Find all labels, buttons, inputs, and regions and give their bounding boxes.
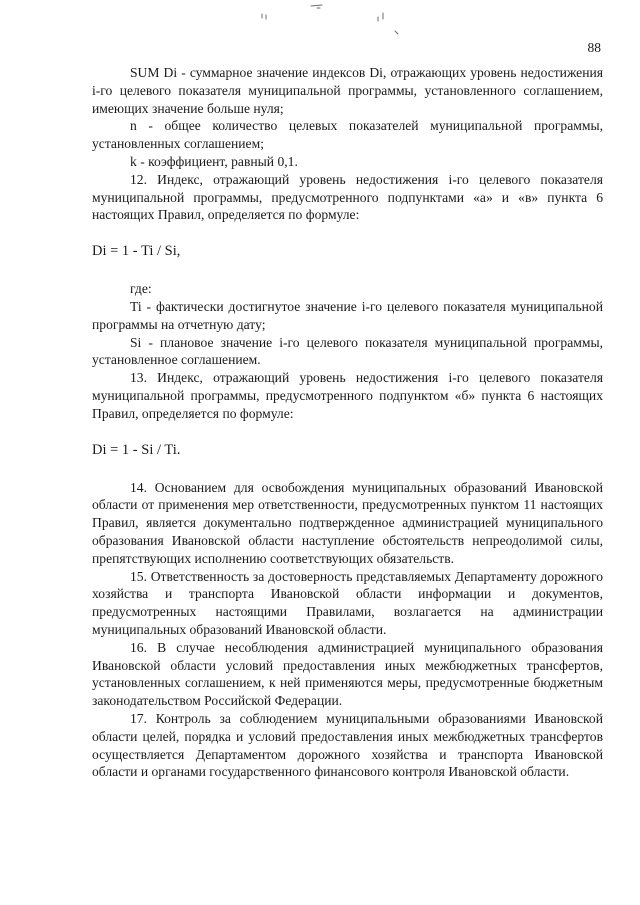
paragraph-item-14: 14. Основанием для освобождения муниципальных образований Ивановской области от применения мер ответственности, предусмотренных пунктом 11 настоящих Правил, является документально подтвержденное администрацией муниципального образования Ивановской области наступление обстоятельств непреодолимой силы, препятствующих исполнению соответствующих обязательств. — [92, 479, 603, 566]
formula-2: Di = 1 - Si / Ti. — [92, 441, 181, 458]
paragraph-where: где: — [130, 281, 152, 297]
paragraph-n-definition: n - общее количество целевых показателей муниципальной программы, установленных соглашением; — [92, 118, 603, 152]
paragraph-sum-definition: SUM Di - суммарное значение индексов Di, отражающих уровень недостижения i-го целевого показателя муниципальной программы, установленного соглашением, имеющих значение больше нуля; — [92, 65, 603, 116]
paragraph-item-15: 15. Ответственность за достоверность представляемых Департаменту дорожного хозяйства и транспорта Ивановской области информации и документов, предусмотренных настоящими Правилами, возлагается на администрации муниципальных образований Ивановской области. — [92, 568, 603, 637]
formula-1: Di = 1 - Ti / Si, — [92, 243, 181, 260]
paragraph-item-17: 17. Контроль за соблюдением муниципальными образованиями Ивановской области целей, порядка и условий предоставления иных межбюджетных трансфертов осуществляется Департаментом дорожного хозяйства и транспорта Ивановской области и органами государственного финансового контроля Ивановской области. — [92, 710, 603, 780]
paragraph-item-12: 12. Индекс, отражающий уровень недостижения i-го целевого показателя муниципальной программы, предусмотренного подпунктами «а» и «в» пункта 6 настоящих Правил, определяется по формуле: — [92, 171, 603, 223]
paragraph-si-definition: Si - плановое значение i-го целевого показателя муниципальной программы, установленное соглашением. — [92, 334, 603, 368]
paragraph-item-13: 13. Индекс, отражающий уровень недостижения i-го целевого показателя муниципальной программы, предусмотренного подпунктом «б» пункта 6 настоящих Правил, определяется по формуле: — [92, 370, 603, 421]
scan-mark — [311, 5, 322, 6]
page-number: 88 — [587, 40, 601, 55]
paragraph-item-16: 16. В случае несоблюдения администрацией муниципального образования Ивановской области условий предоставления иных межбюджетных трансфертов, установленных соглашением, к ней применяются меры, предусмотренные бюджетным законодательством Российской Федерации. — [92, 639, 603, 709]
paragraph-k-definition: k - коэффициент, равный 0,1. — [130, 153, 298, 169]
paragraph-ti-definition: Ti - фактически достигнутое значение i-го целевого показателя муниципальной программы на отчетную дату; — [92, 298, 603, 332]
scan-marks — [0, 0, 640, 60]
document-body — [92, 64, 603, 781]
scan-mark — [395, 31, 398, 34]
